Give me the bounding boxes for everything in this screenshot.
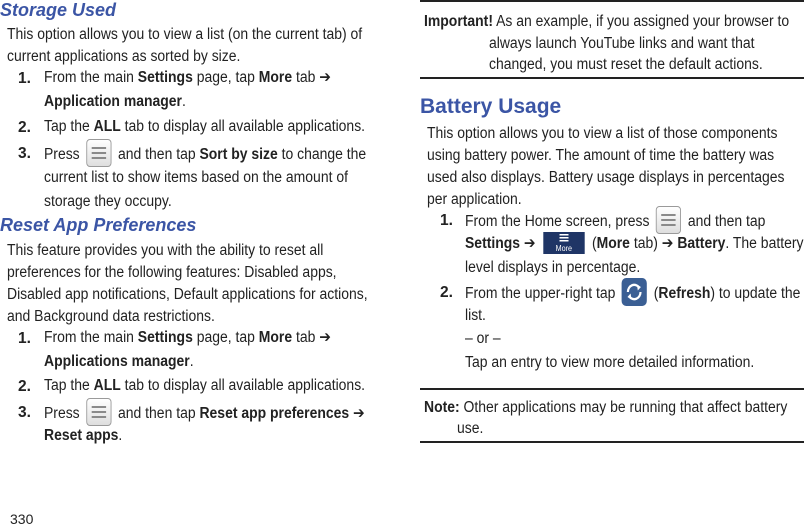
step-text: ( bbox=[649, 285, 659, 303]
or-separator: – or – bbox=[465, 330, 501, 347]
storage-step-2 bbox=[44, 115, 365, 140]
reset-prefs-intro-line-1: This feature provides you with the ability to reset all bbox=[7, 242, 324, 259]
important-bottom-rule bbox=[420, 77, 804, 79]
important-text: As an example, if you assigned your browser to bbox=[492, 13, 790, 30]
reset-step-2 bbox=[44, 374, 365, 399]
storage-used-heading: Storage Used bbox=[0, 0, 117, 20]
step-number: 1. bbox=[440, 212, 453, 229]
step-text: and then tap bbox=[114, 405, 200, 423]
step-text: tab ➔ bbox=[292, 69, 331, 86]
step-text: tab) ➔ bbox=[629, 235, 678, 252]
step-text: page, tap bbox=[192, 69, 259, 86]
important-line-3: changed, you must reset the default actions. bbox=[489, 56, 763, 73]
step-text: . bbox=[181, 93, 186, 110]
more-label: More bbox=[258, 69, 293, 86]
refresh-icon bbox=[622, 278, 647, 306]
battery-intro-line-1: This option allows you to view a list of those components bbox=[427, 125, 778, 142]
step-number: 1. bbox=[18, 70, 31, 87]
step-number: 3. bbox=[18, 404, 31, 421]
note-top-rule bbox=[420, 388, 804, 390]
step-text: tab to display all available applications. bbox=[120, 118, 366, 135]
reset-step-1-line-2 bbox=[44, 350, 194, 375]
reset-step-3-line-2 bbox=[44, 424, 122, 449]
step-text: ( bbox=[588, 235, 597, 252]
step-text: From the main bbox=[44, 329, 138, 346]
reset-prefs-intro-line-2: preferences for the following features: Disabled apps, bbox=[7, 264, 337, 281]
step-text: and then tap bbox=[683, 213, 766, 231]
important-line-2: always launch YouTube links and want that bbox=[489, 35, 755, 52]
step-text: tab to display all available applications. bbox=[120, 377, 366, 394]
battery-intro-line-4: per application. bbox=[427, 191, 522, 208]
battery-step-1-line-3: level displays in percentage. bbox=[465, 259, 641, 276]
step-text: and then tap bbox=[114, 146, 200, 164]
step-number: 2. bbox=[440, 284, 453, 301]
step-text: From the main bbox=[44, 69, 138, 86]
battery-label: Battery bbox=[677, 235, 726, 252]
step-text: ) to update the bbox=[710, 285, 801, 303]
important-top-rule bbox=[420, 0, 804, 2]
reset-app-preferences-label: Reset app preferences bbox=[199, 405, 350, 423]
note-bottom-rule bbox=[420, 441, 804, 443]
more-icon bbox=[543, 232, 584, 254]
step-text: . The battery bbox=[725, 235, 804, 252]
reset-prefs-heading: Reset App Preferences bbox=[0, 215, 197, 235]
step-text: ➔ bbox=[349, 405, 365, 423]
battery-step-2-line-2: list. bbox=[465, 307, 486, 324]
menu-icon bbox=[86, 398, 111, 426]
step-text: From the Home screen, press bbox=[465, 213, 654, 231]
reset-prefs-intro-line-3: Disabled app notifications, Default applications for actions, bbox=[7, 286, 368, 303]
all-label: ALL bbox=[93, 377, 121, 394]
step-text: ➔ bbox=[520, 235, 540, 252]
more-label: More bbox=[258, 329, 293, 346]
battery-intro-line-3: used also displays. Battery usage displays in percentages bbox=[427, 169, 785, 186]
step-text: From the upper-right tap bbox=[465, 285, 620, 303]
refresh-label: Refresh bbox=[658, 285, 711, 303]
step-text: to change the bbox=[277, 146, 367, 164]
storage-step-1-line-2 bbox=[44, 90, 186, 115]
step-number: 1. bbox=[18, 330, 31, 347]
storage-step-3-line-3: storage they occupy. bbox=[44, 193, 172, 210]
sort-by-size-label: Sort by size bbox=[199, 146, 278, 164]
storage-step-3 bbox=[44, 141, 366, 169]
note-line-2: use. bbox=[457, 420, 484, 437]
step-text: page, tap bbox=[192, 329, 259, 346]
step-text: Tap the bbox=[44, 377, 94, 394]
important-label: Important! bbox=[424, 13, 493, 30]
step-text: Press bbox=[44, 405, 84, 423]
important-line-1 bbox=[424, 10, 789, 35]
step-number: 3. bbox=[18, 145, 31, 162]
storage-used-intro-line-2: current applications as sorted by size. bbox=[7, 48, 241, 65]
step-number: 2. bbox=[18, 378, 31, 395]
step-text: . bbox=[118, 427, 123, 444]
step-number: 2. bbox=[18, 119, 31, 136]
settings-label: Settings bbox=[137, 69, 193, 86]
menu-icon bbox=[656, 206, 681, 234]
menu-icon bbox=[86, 139, 111, 167]
more-icon-label: More bbox=[555, 243, 572, 253]
battery-alt-step: Tap an entry to view more detailed information. bbox=[465, 354, 755, 371]
settings-label: Settings bbox=[137, 329, 193, 346]
battery-step-1-line-2 bbox=[465, 232, 803, 257]
step-text: Tap the bbox=[44, 118, 94, 135]
battery-step-2 bbox=[465, 280, 800, 308]
reset-step-1 bbox=[44, 326, 331, 351]
step-text: Press bbox=[44, 146, 84, 164]
reset-apps-label: Reset apps bbox=[44, 427, 119, 444]
note-text: Other applications may be running that affect battery bbox=[459, 399, 788, 416]
battery-heading: Battery Usage bbox=[420, 95, 562, 118]
step-text: . bbox=[189, 353, 194, 370]
reset-prefs-intro-line-4: and Background data restrictions. bbox=[7, 308, 215, 325]
step-text: tab ➔ bbox=[292, 329, 331, 346]
applications-manager-label: Applications manager bbox=[44, 353, 190, 370]
page-number: 330 bbox=[10, 511, 34, 527]
storage-step-1 bbox=[44, 66, 331, 91]
application-manager-label: Application manager bbox=[44, 93, 182, 110]
storage-step-3-line-2: current list to show items based on the amount of bbox=[44, 169, 348, 186]
settings-label: Settings bbox=[465, 235, 521, 252]
battery-intro-line-2: using battery power. The amount of time the battery was bbox=[427, 147, 775, 164]
all-label: ALL bbox=[93, 118, 121, 135]
note-label: Note: bbox=[424, 399, 460, 416]
more-label: More bbox=[596, 235, 630, 252]
storage-used-intro-line-1: This option allows you to view a list (on the current tab) of bbox=[7, 26, 363, 43]
